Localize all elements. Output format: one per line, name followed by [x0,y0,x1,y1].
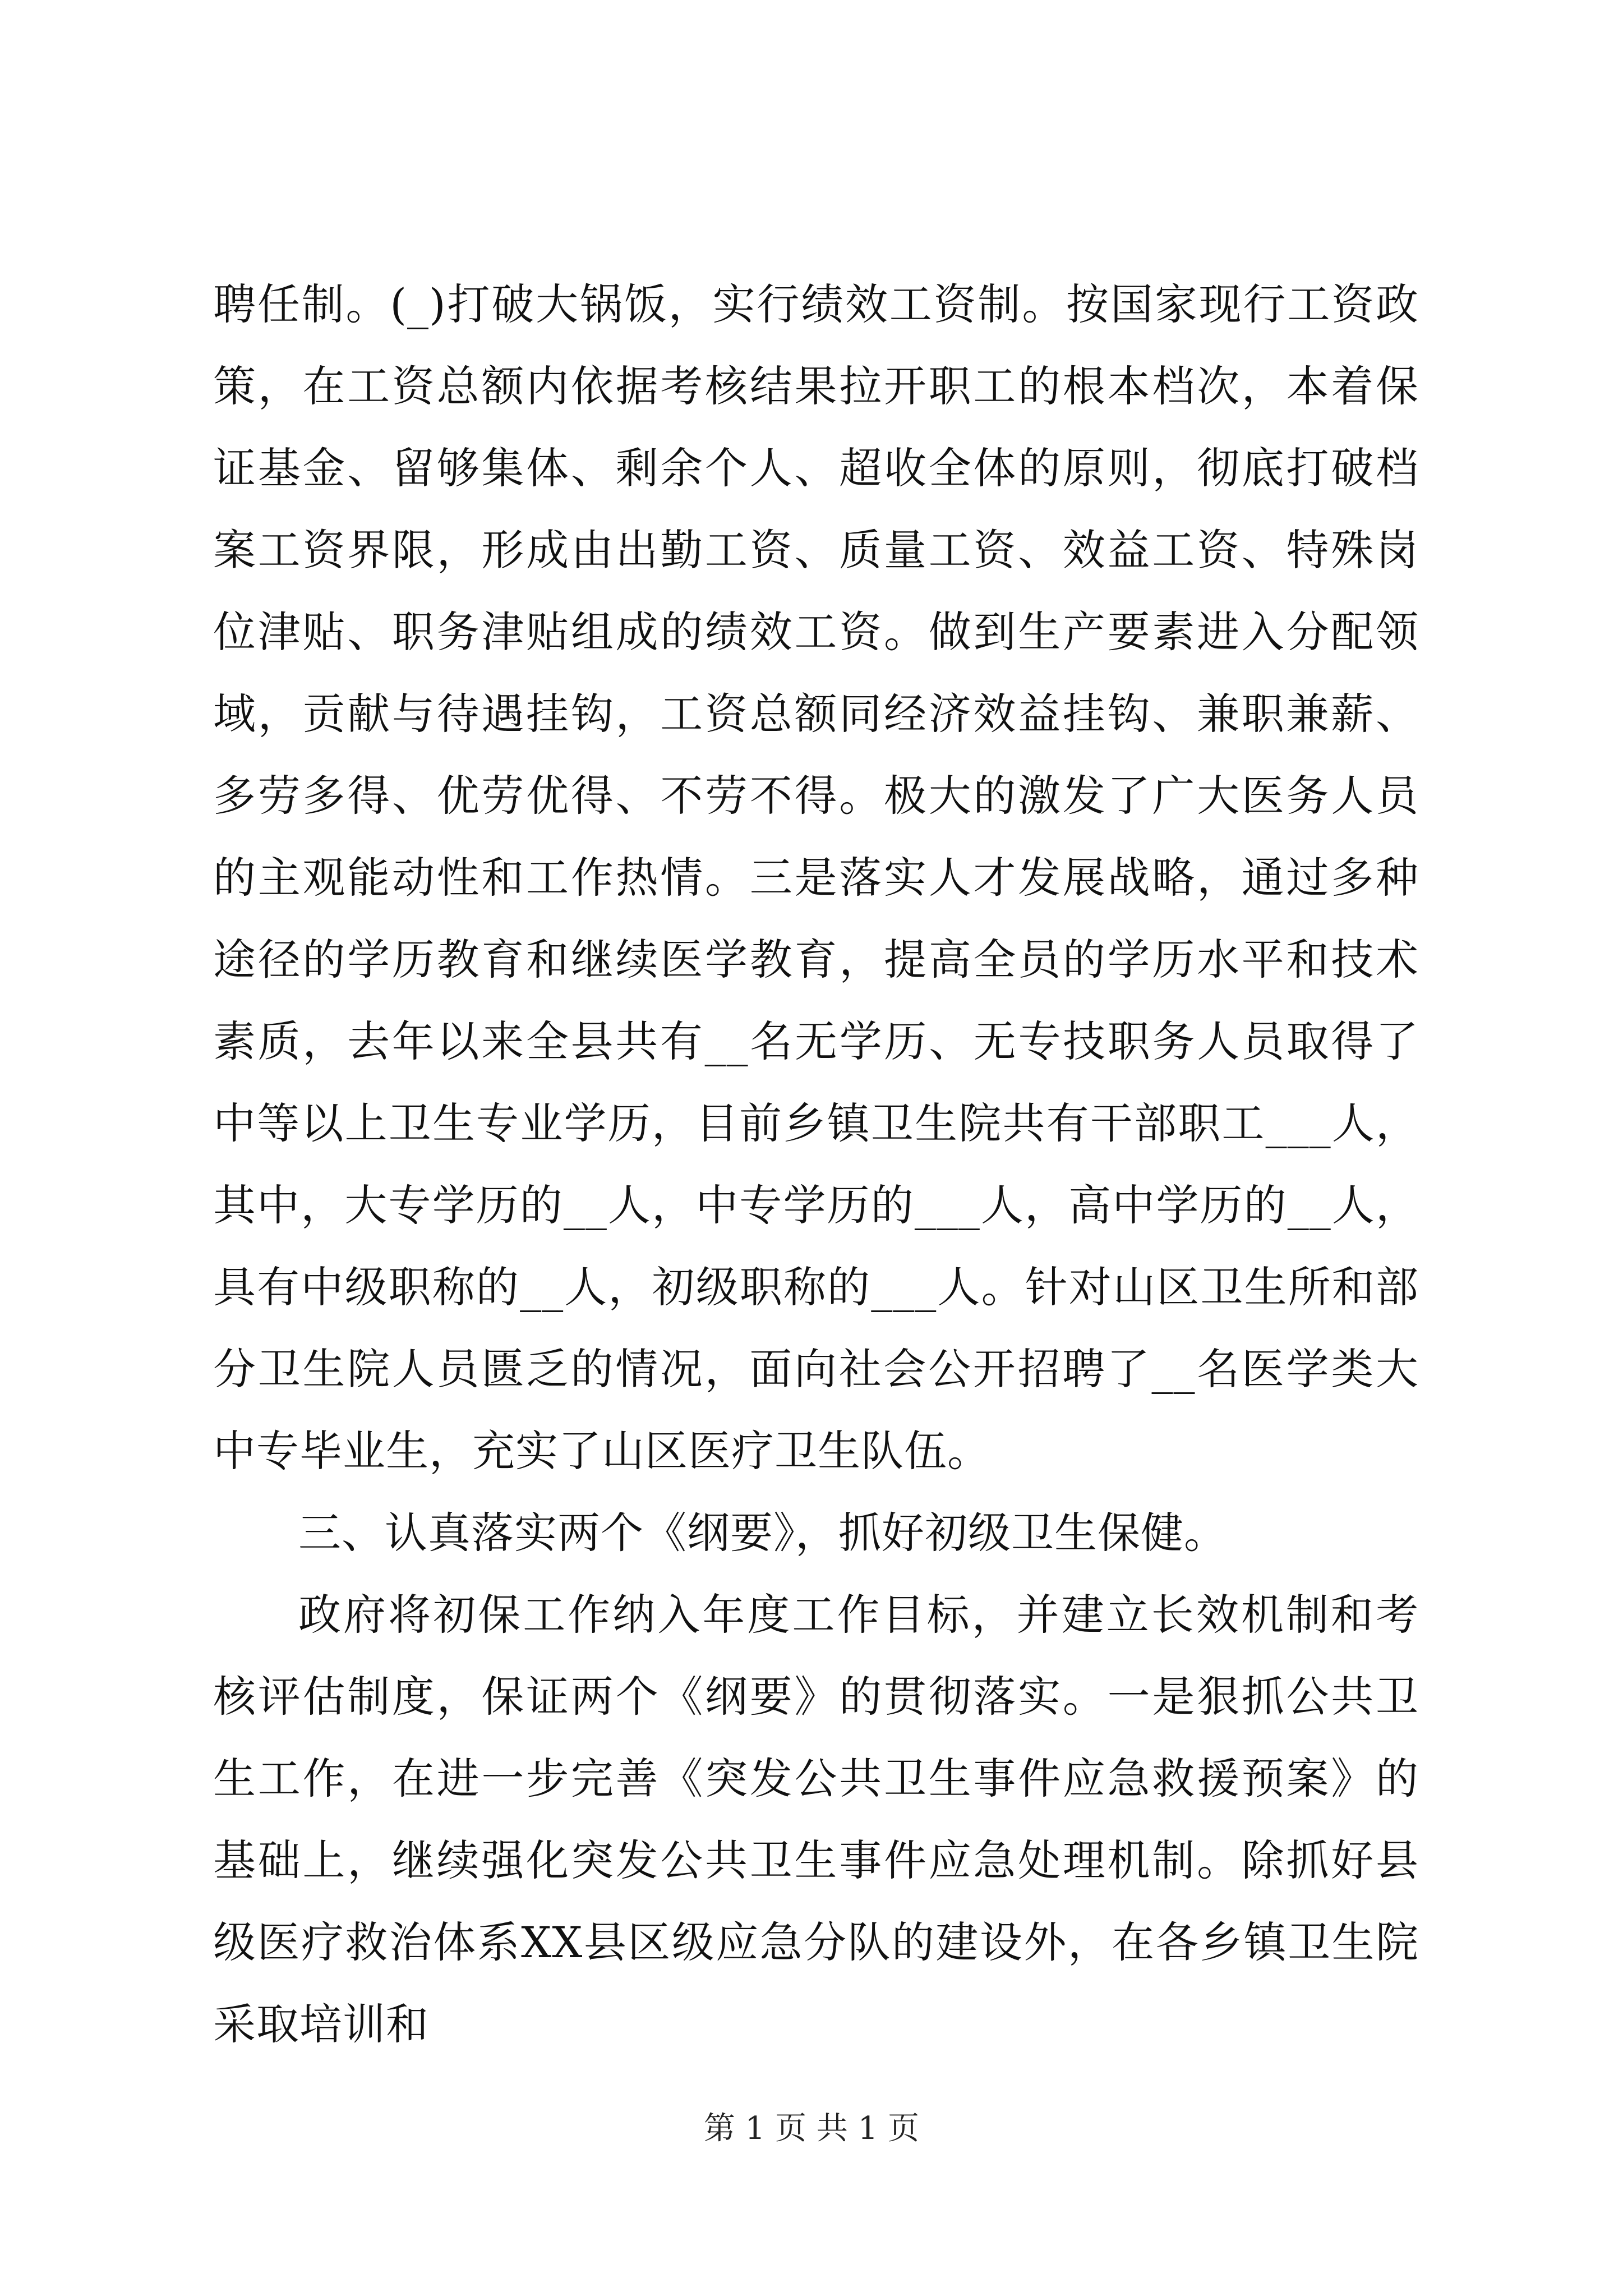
paragraph-body: 政府将初保工作纳入年度工作目标，并建立长效机制和考核评估制度，保证两个《纲要》的贯彻落实。一是狠抓公共卫生工作，在进一步完善《突发公共卫生事件应急救援预案》的基础上，继续强化突发公共卫生事件应急处理机制。除抓好县级医疗救治体系XX县区级应急分队的建设外，在各乡镇卫生院采取培训和 [213,1590,1419,2049]
section-heading: 三、认真落实两个《纲要》，抓好初级卫生保健。 [298,1508,1227,1558]
document-body [213,264,1419,2065]
page-footer: 第 1 页 共 1 页 [703,2110,920,2147]
paragraph-continuation: 聘任制。(_)打破大锅饭，实行绩效工资制。按国家现行工资政策，在工资总额内依据考核结果拉开职工的根本档次，本着保证基金、留够集体、剩余个人、超收全体的原则，彻底打破档案工资界限，形成由出勤工资、质量工资、效益工资、特殊岗位津贴、职务津贴组成的绩效工资。做到生产要素进入分配领域，贡献与待遇挂钩，工资总额同经济效益挂钩、兼职兼薪、多劳多得、优劳优得、不劳不得。极大的激发了广大医务人员的主观能动性和工作热情。三是落实人才发展战略，通过多种途径的学历教育和继续医学教育，提高全员的学历水平和技术素质，去年以来全县共有__名无学历、无专技职务人员取得了中等以上卫生专业学历，目前乡镇卫生院共有干部职工___人，其中，大专学历的__人，中专学历的___人，高中学历的__人，具有中级职称的__人，初级职称的___人。针对山区卫生所和部分卫生院人员匮乏的情况，面向社会公开招聘了__名医学类大中专毕业生，充实了山区医疗卫生队伍。 [213,279,1419,1476]
